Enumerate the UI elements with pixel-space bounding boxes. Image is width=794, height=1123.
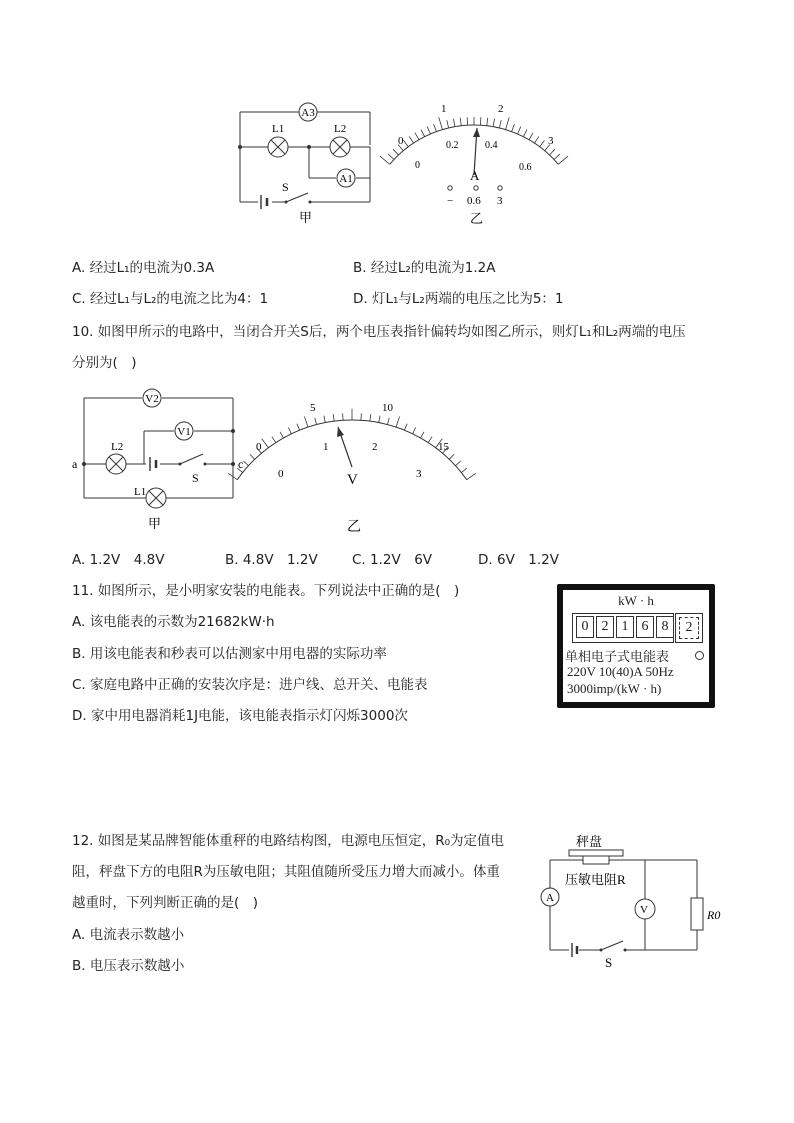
lamp-l1-label: L1	[134, 486, 147, 498]
ammeter-a1-label: A1	[339, 173, 353, 185]
meter-decimal-digit: 2	[679, 617, 699, 639]
meter-digit: 6	[636, 616, 654, 638]
meter-imp: 3000imp/(kW · h)	[567, 681, 662, 696]
meter-name: 单相电子式电能表	[565, 649, 670, 664]
dial-tick	[487, 118, 488, 126]
dial-tick	[413, 428, 416, 434]
dial-tick	[454, 119, 455, 127]
top-tick-0: 0	[398, 135, 404, 147]
node-c-label: c	[238, 457, 244, 471]
bottom-tick-3: 3	[416, 468, 422, 480]
terminal-negative: −	[447, 195, 454, 207]
q12-option-a[interactable]: A. 电流表示数越小	[72, 927, 185, 943]
energy-meter	[557, 584, 715, 708]
dial-tick	[439, 117, 443, 129]
q11-option-c[interactable]: C. 家庭电路中正确的安装次序是：进户线、总开关、电能表	[72, 677, 428, 693]
voltmeter-v1-label: V1	[177, 426, 191, 438]
dial-tick	[370, 414, 371, 421]
voltmeter-v2-label: V2	[145, 393, 159, 405]
q9-option-c[interactable]: C. 经过L₁与L₂的电流之比为4：1	[72, 291, 269, 307]
dial-tick	[393, 149, 398, 155]
caption-yi: 乙	[347, 520, 361, 535]
top-tick-10: 10	[382, 402, 393, 414]
node-a-label: a	[72, 457, 78, 471]
dial-tick	[447, 120, 449, 128]
dial-tick	[421, 130, 425, 137]
meter-digit: 2	[596, 616, 614, 638]
caption-yi: 乙	[470, 211, 484, 226]
terminal-3: 3	[497, 195, 503, 207]
q11-option-d[interactable]: D. 家中用电器消耗1J电能，该电能表指示灯闪烁3000次	[72, 708, 408, 724]
dial-tick	[304, 416, 308, 427]
bottom-tick-3: 0.6	[519, 162, 532, 173]
meter-digit: 8	[656, 616, 674, 638]
meter-digit: 1	[616, 616, 634, 638]
q9-option-b[interactable]: B. 经过L₂的电流为1.2A	[353, 260, 496, 276]
q12-stem-line2: 阻，秤盘下方的电阻R为压敏电阻；其阻值随所受压力增大而减小。体重	[72, 864, 500, 880]
dial-tick	[449, 454, 454, 459]
dial-tick	[554, 154, 560, 159]
dial-tick	[467, 473, 476, 479]
q10-option-a[interactable]: A. 1.2V 4.8V	[72, 552, 165, 568]
caption-jia: 甲	[148, 516, 162, 531]
dial-tick	[262, 439, 269, 448]
q12-option-b[interactable]: B. 电压表示数越小	[72, 958, 185, 974]
top-tick-1: 1	[441, 103, 447, 115]
q11-option-a[interactable]: A. 该电能表的示数为21682kW·h	[72, 614, 275, 630]
dial-tick	[388, 154, 394, 159]
indicator-light-icon	[695, 651, 704, 660]
switch-s-label: S	[192, 471, 199, 485]
dial-tick	[461, 468, 466, 472]
dial-tick	[280, 432, 283, 438]
lamp-l1-label: L1	[272, 123, 285, 135]
dial-tick	[499, 120, 501, 128]
dial-tick	[379, 416, 380, 423]
meter-digit: 0	[576, 616, 594, 638]
dial-tick	[427, 127, 430, 134]
dial-tick	[518, 127, 521, 134]
switch-s-label: S	[282, 180, 289, 194]
bottom-tick-0: 0	[415, 160, 420, 171]
sensor-label: 压敏电阻R	[565, 872, 626, 887]
dial-tick	[324, 416, 325, 423]
q11-stem: 11. 如图所示，是小明家安装的电能表。下列说法中正确的是( )	[72, 583, 460, 599]
meter-unit-v: V	[347, 472, 358, 488]
top-tick-15: 15	[438, 441, 449, 453]
plate-label: 秤盘	[576, 834, 603, 849]
q10-option-c[interactable]: C. 1.2V 6V	[352, 552, 433, 568]
dial-arc	[237, 420, 466, 480]
meter-spec: 220V 10(40)A 50Hz	[567, 664, 674, 679]
ammeter-label: A	[546, 892, 554, 904]
dial-tick	[512, 124, 515, 132]
dial-tick	[540, 140, 545, 146]
q9-option-d[interactable]: D. 灯L₁与L₂两端的电压之比为5：1	[353, 291, 564, 307]
q10-stem-line2: 分别为( )	[72, 355, 137, 371]
top-tick-5: 5	[310, 402, 316, 414]
q12-stem-line1: 12. 如图是某品牌智能体重秤的电路结构图，电源电压恒定，R₀为定值电	[72, 833, 505, 849]
dial-tick	[333, 414, 334, 421]
top-tick-2: 2	[498, 103, 504, 115]
q10-stem-line1: 10. 如图甲所示的电路中，当闭合开关S后，两个电压表指针偏转均如图乙所示，则灯L₁和L₂两端的电压	[72, 324, 686, 340]
q10-option-b[interactable]: B. 4.8V 1.2V	[225, 552, 318, 568]
dial-tick	[534, 136, 538, 143]
dial-tick	[506, 117, 510, 129]
terminal-0.6: 0.6	[467, 195, 481, 207]
ammeter-a3-label: A3	[301, 107, 315, 119]
dial-tick	[455, 461, 460, 466]
dial-tick	[396, 416, 400, 427]
bottom-tick-0: 0	[278, 468, 284, 480]
bottom-tick-2: 0.4	[485, 140, 498, 151]
bottom-tick-1: 1	[323, 441, 329, 453]
caption-jia: 甲	[299, 210, 313, 225]
dial-tick	[549, 149, 554, 155]
q9-ammeter-dial	[388, 100, 558, 230]
q11-option-b[interactable]: B. 用该电能表和秒表可以估测家中用电器的实际功率	[72, 646, 387, 662]
dial-tick	[428, 437, 432, 443]
dial-arc	[390, 125, 559, 164]
q10-voltmeter-dial	[252, 395, 462, 540]
dial-tick	[421, 432, 424, 438]
lamp-l2-label: L2	[334, 123, 347, 135]
dial-tick	[529, 133, 533, 140]
dial-tick	[387, 418, 389, 425]
bottom-tick-2: 2	[372, 441, 378, 453]
dial-tick	[404, 140, 409, 146]
dial-tick	[523, 130, 527, 137]
bottom-tick-1: 0.2	[446, 140, 459, 151]
dial-tick	[493, 119, 494, 127]
meter-unit: kW · h	[618, 593, 654, 608]
dial-tick	[460, 118, 461, 126]
dial-tick	[272, 437, 276, 443]
top-tick-0: 0	[256, 441, 262, 453]
q12-stem-line3: 越重时，下列判断正确的是( )	[72, 895, 259, 911]
q9-circuit-figure	[232, 95, 382, 230]
dial-tick	[409, 136, 413, 143]
dial-tick	[315, 418, 317, 425]
top-tick-3: 3	[548, 135, 554, 147]
dial-tick	[558, 156, 568, 164]
dial-tick	[288, 428, 291, 434]
switch-s-label: S	[605, 955, 613, 970]
dial-tick	[297, 424, 300, 430]
dial-tick	[250, 454, 255, 459]
q9-option-a[interactable]: A. 经过L₁的电流为0.3A	[72, 260, 215, 276]
dial-tick	[404, 424, 407, 430]
lamp-l2-label: L2	[111, 441, 124, 453]
resistor-r0-label: R0	[707, 908, 721, 922]
q10-circuit-figure	[70, 388, 250, 538]
dial-tick	[415, 133, 419, 140]
q12-scale-circuit	[535, 830, 735, 970]
voltmeter-label: V	[640, 904, 648, 916]
dial-tick	[434, 124, 437, 132]
meter-unit-a: A	[470, 168, 480, 183]
q10-option-d[interactable]: D. 6V 1.2V	[478, 552, 560, 568]
